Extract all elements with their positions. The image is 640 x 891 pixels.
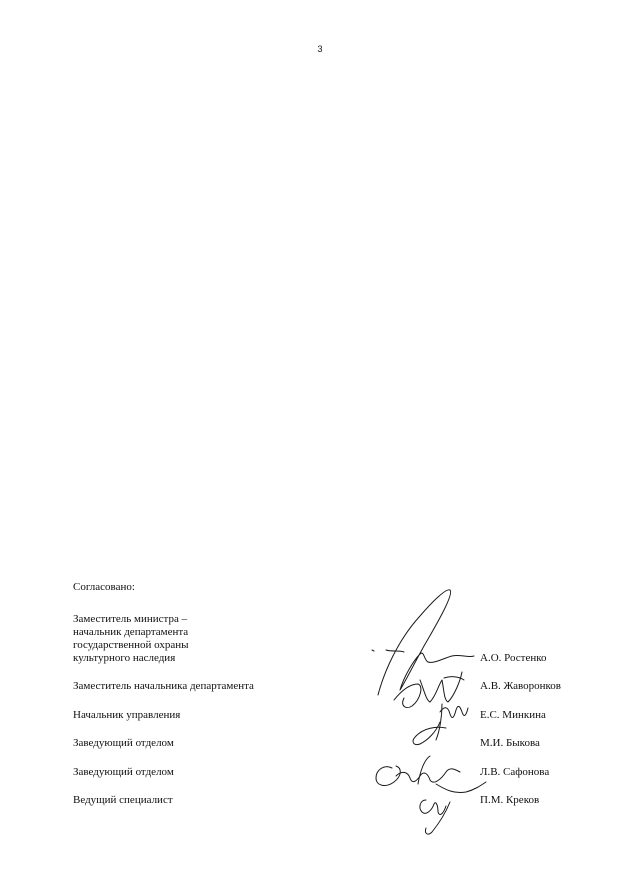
signatory-name: М.И. Быкова bbox=[480, 737, 540, 749]
position-title: Заведующий отделом bbox=[73, 766, 174, 778]
position-title: Ведущий специалист bbox=[73, 794, 173, 806]
signatory-name: А.О. Ростенко bbox=[480, 652, 547, 664]
signatory-name: Е.С. Минкина bbox=[480, 709, 546, 721]
signature-safonova bbox=[376, 756, 460, 785]
signature-krekov bbox=[420, 782, 486, 834]
position-title: Заведующий отделом bbox=[73, 737, 174, 749]
signature-minkina bbox=[413, 704, 468, 745]
position-title: Заместитель начальника департамента bbox=[73, 680, 254, 692]
page-number: 3 bbox=[317, 44, 323, 54]
signature-zhavoronkov bbox=[394, 672, 464, 708]
approval-heading: Согласовано: bbox=[73, 581, 135, 593]
position-title: Начальник управления bbox=[73, 709, 181, 721]
signatory-name: А.В. Жаворонков bbox=[480, 680, 561, 692]
position-title: Заместитель министра – начальник департамента государственной охраны культурного наследия bbox=[73, 613, 189, 664]
signatory-name: П.М. Креков bbox=[480, 794, 540, 806]
signature-rostenko bbox=[372, 590, 474, 695]
signatory-name: Л.В. Сафонова bbox=[480, 766, 550, 778]
